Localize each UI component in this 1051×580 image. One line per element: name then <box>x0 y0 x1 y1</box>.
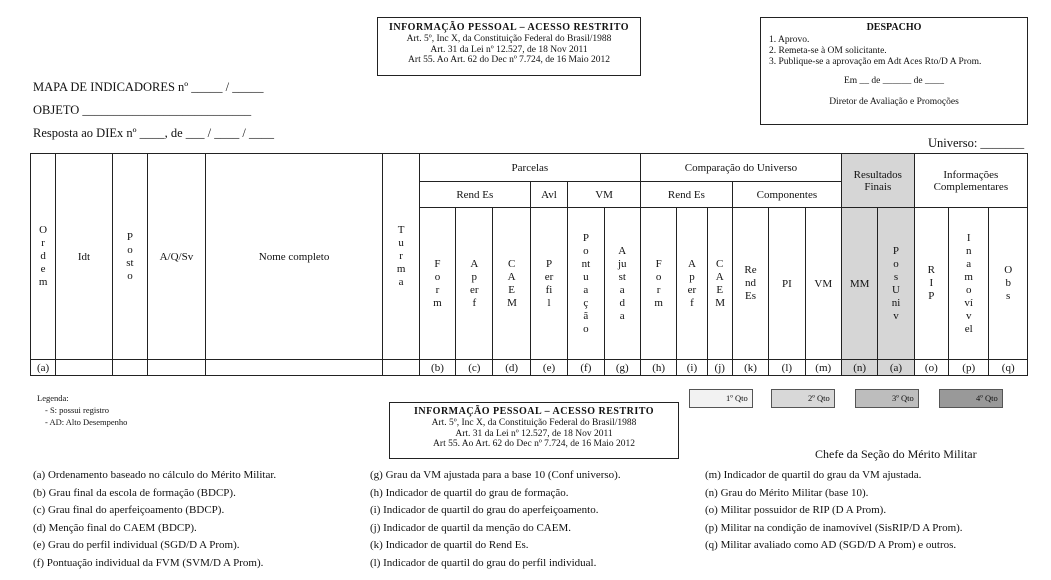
letter-cell: (g) <box>604 360 640 376</box>
footnote: (i) Indicador de quartil do grau do aperfeiçoamento. <box>370 504 599 516</box>
letter-cell: (l) <box>769 360 805 376</box>
notice-title: INFORMAÇÃO PESSOAL – ACESSO RESTRITO <box>413 406 655 417</box>
despacho-item: 1. Aprovo. <box>769 35 810 45</box>
letter-cell: (b) <box>419 360 455 376</box>
col-ajustada: Ajustada <box>604 208 640 360</box>
letter-cell: (a) <box>31 360 56 376</box>
footnote: (m) Indicador de quartil do grau da VM ajustada. <box>705 469 922 481</box>
footnote: (n) Grau do Mérito Militar (base 10). <box>705 486 869 499</box>
despacho-item: 3. Publique-se a aprovação em Adt Aces Rto/D A Prom. <box>769 57 982 67</box>
col-vm: VM <box>805 208 841 360</box>
col-caem: CAEM <box>493 208 530 360</box>
letter-cell: (n) <box>841 360 877 376</box>
col-mm: MM <box>841 208 877 360</box>
group-comparacao: Comparação do Universo <box>640 154 841 182</box>
letter-cell: (c) <box>456 360 493 376</box>
letter-cell <box>56 360 113 376</box>
col-form-quartil: Form <box>640 208 676 360</box>
letter-cell <box>148 360 206 376</box>
col-rip: RIP <box>914 208 948 360</box>
col-aperf-quartil: Aperf <box>677 208 707 360</box>
col-idt: Idt <box>56 154 113 360</box>
letter-cell: (k) <box>732 360 768 376</box>
col-ordem: Ordem <box>31 154 56 360</box>
legend <box>37 392 127 428</box>
restricted-access-notice-bottom <box>389 402 679 459</box>
quartile-swatch-2: 2º Qto <box>771 389 835 408</box>
notice-line: Art. 31 da Lei nº 12.527, de 18 Nov 2011 <box>430 44 588 55</box>
footnote: (a) Ordenamento baseado no cálculo do Mérito Militar. <box>33 469 277 481</box>
subgroup-componentes: Componentes <box>732 182 841 208</box>
footnote: (p) Militar na condição de inamovível (SisRIP/D A Prom). <box>705 521 963 534</box>
col-inamovivel: Inamovível <box>949 208 989 360</box>
footnote: (d) Menção final do CAEM (BDCP). <box>33 521 197 534</box>
letter-cell: (o) <box>914 360 948 376</box>
indicators-table <box>30 153 1028 376</box>
quartile-swatch-3: 3º Qto <box>855 389 919 408</box>
footnotes-col-3 <box>705 467 963 555</box>
footnotes-col-2 <box>370 467 621 572</box>
resposta-field[interactable]: Resposta ao DIEx nº ____, de ___ / ____ / ____ <box>33 126 275 140</box>
letter-cell: (i) <box>677 360 707 376</box>
quartile-swatch-4: 4º Qto <box>939 389 1003 408</box>
subgroup-rend-es: Rend Es <box>419 182 530 208</box>
col-pos-univ: Pos Univ <box>878 208 914 360</box>
footnote: (h) Indicador de quartil do grau de formação. <box>370 486 569 499</box>
col-pi: PI <box>769 208 805 360</box>
letter-cell: (m) <box>805 360 841 376</box>
col-turma: Turma <box>383 154 419 360</box>
notice-line: Art. 5º, Inc X, da Constituição Federal do Brasil/1988 <box>431 418 637 428</box>
notice-line: Art. 5º, Inc X, da Constituição Federal do Brasil/1988 <box>406 34 612 44</box>
letter-cell: (e) <box>530 360 567 376</box>
chefe-signature: Chefe da Seção do Mérito Militar <box>815 447 977 461</box>
footnotes-col-1 <box>33 467 276 572</box>
letter-cell: (h) <box>640 360 676 376</box>
col-pontuacao: Pontuação <box>568 208 604 360</box>
notice-line: Art 55. Ao Art. 62 do Dec nº 7.724, de 16 Maio 2012 <box>408 55 610 65</box>
letter-cell: (a) <box>878 360 914 376</box>
footnote: (j) Indicador de quartil da menção do CAEM. <box>370 521 571 534</box>
letter-cell: (d) <box>493 360 530 376</box>
subgroup-rend-es-comparacao: Rend Es <box>640 182 732 208</box>
letter-cell <box>383 360 419 376</box>
letter-cell: (q) <box>989 360 1028 376</box>
footnote: (l) Indicador de quartil do grau do perfil individual. <box>370 556 597 569</box>
letter-cell <box>112 360 147 376</box>
col-form: Form <box>419 208 455 360</box>
footnote: (k) Indicador de quartil do Rend Es. <box>370 539 529 551</box>
objeto-field[interactable]: OBJETO ___________________________ <box>33 103 252 117</box>
footnote: (c) Grau final do aperfeiçoamento (BDCP). <box>33 504 225 516</box>
footnote: (o) Militar possuidor de RIP (D A Prom). <box>705 504 887 516</box>
footnote: (f) Pontuação individual da FVM (SVM/D A Prom). <box>33 556 264 569</box>
letter-cell: (f) <box>568 360 604 376</box>
col-perfil: Perfil <box>530 208 567 360</box>
col-aperf: Aperf <box>456 208 493 360</box>
col-posto: Posto <box>112 154 147 360</box>
footnote: (g) Grau da VM ajustada para a base 10 (Conf universo). <box>370 469 621 481</box>
despacho-signature: Diretor de Avaliação e Promoções <box>829 97 959 107</box>
subgroup-avl: Avl <box>530 182 567 208</box>
col-rend-es: Rend Es <box>732 208 768 360</box>
legend-item: - AD: Alto Desempenho <box>45 417 128 427</box>
letter-cell: (j) <box>707 360 732 376</box>
despacho-item: 2. Remeta-se à OM solicitante. <box>769 46 887 56</box>
notice-line: Art. 31 da Lei nº 12.527, de 18 Nov 2011 <box>455 428 613 439</box>
legend-title: Legenda: <box>37 393 69 403</box>
col-aqsv: A/Q/Sv <box>148 154 206 360</box>
despacho-date-line: Em __ de ______ de ____ <box>843 76 944 86</box>
column-letter-row <box>31 360 1028 376</box>
group-informacoes: Informações Complementares <box>914 154 1027 208</box>
quartile-swatch-1: 1º Qto <box>689 389 753 408</box>
footnote: (b) Grau final da escola de formação (BDCP). <box>33 486 236 499</box>
mapa-field[interactable]: MAPA DE INDICADORES nº _____ / _____ <box>33 80 264 94</box>
footnote: (q) Militar avaliado como AD (SGD/D A Prom) e outros. <box>705 539 957 551</box>
subgroup-vm: VM <box>568 182 641 208</box>
col-caem-quartil: CAEM <box>707 208 732 360</box>
despacho-box <box>760 17 1028 125</box>
footnote: (e) Grau do perfil individual (SGD/D A Prom). <box>33 539 240 551</box>
letter-cell: (p) <box>949 360 989 376</box>
universo-field[interactable]: Universo: _______ <box>928 136 1025 150</box>
letter-cell <box>205 360 383 376</box>
group-resultados: Resultados Finais <box>841 154 914 208</box>
legend-item: - S: possui registro <box>45 405 109 415</box>
col-obs: Obs <box>989 208 1028 360</box>
notice-title: INFORMAÇÃO PESSOAL – ACESSO RESTRITO <box>388 22 630 33</box>
notice-line: Art 55. Ao Art. 62 do Dec nº 7.724, de 16 Maio 2012 <box>433 439 635 449</box>
despacho-title: DESPACHO <box>866 22 922 33</box>
restricted-access-notice-top <box>377 17 641 76</box>
group-parcelas: Parcelas <box>419 154 640 182</box>
col-nome: Nome completo <box>205 154 383 360</box>
